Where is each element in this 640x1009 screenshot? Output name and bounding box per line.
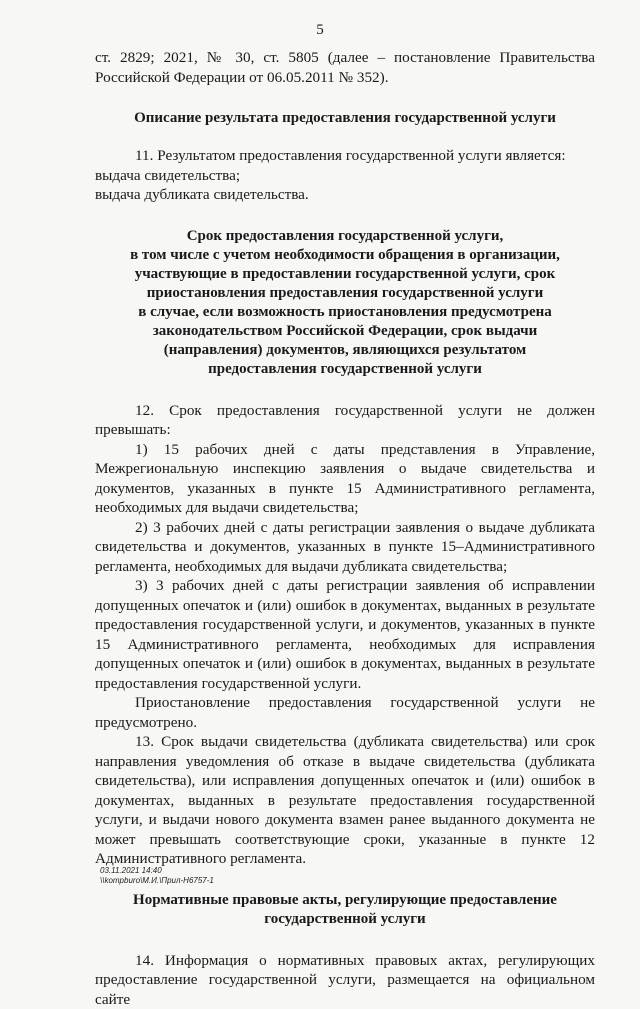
heading-line: законодательством Российской Федерации, срок выдачи (95, 322, 595, 341)
paragraph-14: 14. Информация о нормативных правовых актах, регулирующих предоставление государственной услуги, размещается на официальном сайте (95, 951, 595, 1009)
heading-line: Нормативные правовые акты, регулирующие предоставление (95, 891, 595, 910)
document-body (95, 48, 595, 1009)
footer-date: 03.11.2021 14:40 (100, 866, 214, 876)
paragraph-12: 12. Срок предоставления государственной услуги не должен превышать: (95, 401, 595, 440)
heading-line: Срок предоставления государственной услуги, (95, 227, 595, 246)
paragraph-13: 13. Срок выдачи свидетельства (дубликата свидетельства) или срок направления уведомления об отказе в выдаче свидетельства (дубликата свидетельства), или исправления допущенных опечаток и (или) ошибок в документах, выданных в результате предоставления государственной услуги, и выдачи нового документа взамен ранее выданного документа не может превышать соответствующие сроки, указанные в пункте 12 Административного регламента. (95, 732, 595, 869)
paragraph-11: 11. Результатом предоставления государственной услуги является: (95, 146, 595, 166)
paragraph-suspension: Приостановление предоставления государственной услуги не предусмотрено. (95, 693, 595, 732)
heading-line: (направления) документов, являющихся результатом (95, 341, 595, 360)
footer-file-path: \\kompburo\М.И.\Прил-Н6757-1 (100, 876, 214, 886)
paragraph-12-2: 2) 3 рабочих дней с даты регистрации заявления о выдаче дубликата свидетельства и документов, указанных в пункте 15–Административного регламента, необходимых для выдачи дубликата свидетельства; (95, 518, 595, 577)
section-legal-heading (95, 891, 595, 929)
result-item-1: выдача свидетельства; (95, 166, 595, 186)
page-number: 5 (0, 22, 640, 39)
result-item-2: выдача дубликата свидетельства. (95, 185, 595, 205)
heading-line: в том числе с учетом необходимости обращения в организации, (95, 246, 595, 265)
intro-paragraph: ст. 2829; 2021, № 30, ст. 5805 (далее – постановление Правительства Российской Федерации от 06.05.2011 № 352). (95, 48, 595, 87)
heading-line: предоставления государственной услуги (95, 360, 595, 379)
heading-line: государственной услуги (95, 910, 595, 929)
paragraph-12-1: 1) 15 рабочих дней с даты представления в Управление, Межрегиональную инспекцию заявления о выдаче свидетельства и документов, указанных в пункте 15 Административного регламента, необходимых для выдачи свидетельства; (95, 440, 595, 518)
paragraph-12-3: 3) 3 рабочих дней с даты регистрации заявления об исправлении допущенных опечаток и (или) ошибок в документах, выданных в результате предоставления государственной услуги, и документов, указанных в пункте 15 Административного регламента, необходимых для исправления допущенных опечаток и (или) ошибок в документах, выданных в результате предоставления государственной услуги. (95, 576, 595, 693)
heading-line: приостановления предоставления государственной услуги (95, 284, 595, 303)
section-terms-heading (95, 227, 595, 379)
heading-line: участвующие в предоставлении государственной услуги, срок (95, 265, 595, 284)
heading-line: в случае, если возможность приостановления предусмотрена (95, 303, 595, 322)
section-result-heading: Описание результата предоставления государственной услуги (95, 109, 595, 128)
document-footer (100, 866, 214, 886)
